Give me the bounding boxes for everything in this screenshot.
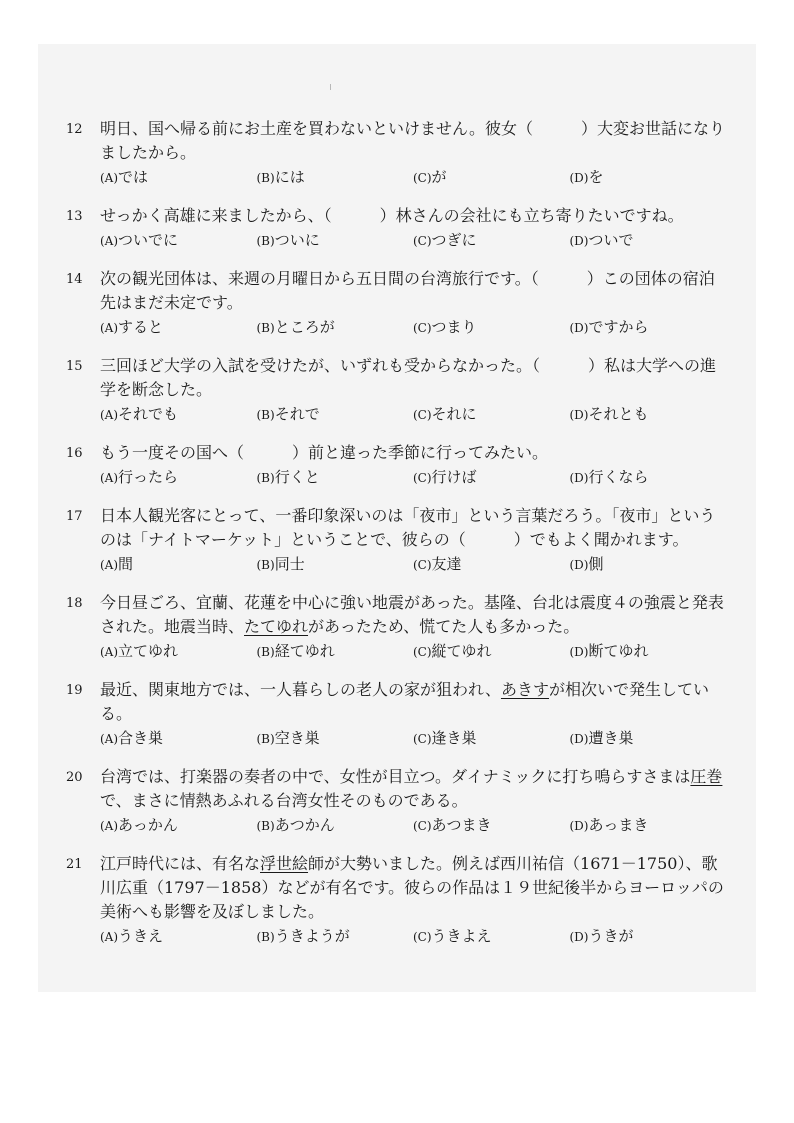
option-label: (D)	[569, 732, 589, 746]
option-label: (C)	[413, 558, 432, 572]
option-label: (B)	[256, 234, 275, 248]
option-label: (A)	[100, 321, 119, 335]
question-20	[66, 765, 726, 837]
option-label: (C)	[413, 321, 432, 335]
answer-options	[100, 727, 726, 750]
option-label: (B)	[256, 558, 275, 572]
underlined-term: 浮世絵	[260, 854, 309, 873]
question-text-segment: 次の観光団体は、来週の月曜日から五日間の台湾旅行です。（ ）この団体の宿泊先はまだ未定です。	[100, 269, 715, 312]
option-text: 立てゆれ	[118, 642, 179, 660]
option-text: それに	[431, 405, 477, 423]
answer-option	[413, 727, 570, 750]
answer-option	[570, 925, 727, 948]
option-label: (B)	[256, 171, 275, 185]
answer-option	[413, 925, 570, 948]
answer-options	[100, 316, 726, 339]
question-text-segment: 江戸時代には、有名な	[100, 854, 261, 873]
question-text	[100, 441, 726, 465]
answer-option	[100, 229, 257, 252]
option-text: には	[274, 168, 305, 186]
answer-option	[413, 466, 570, 489]
option-label: (D)	[569, 819, 589, 833]
answer-option	[257, 727, 414, 750]
option-text: つぎに	[431, 231, 477, 249]
option-label: (D)	[569, 321, 589, 335]
answer-options	[100, 814, 726, 837]
question-text-segment: が相次いで発生している。	[100, 680, 709, 723]
question-text	[100, 267, 726, 315]
question-number: 16	[66, 446, 83, 461]
option-label: (A)	[100, 408, 119, 422]
question-number: 18	[66, 596, 83, 611]
option-label: (A)	[100, 732, 119, 746]
answer-option	[100, 553, 257, 576]
question-16	[66, 441, 726, 489]
answer-option	[413, 166, 570, 189]
option-text: すると	[118, 318, 164, 336]
option-text: 合き巣	[118, 729, 164, 747]
option-text: 空き巣	[274, 729, 320, 747]
option-text: 遭き巣	[588, 729, 634, 747]
option-text: うきが	[588, 927, 634, 945]
question-text-segment: 明日、国へ帰る前にお土産を買わないといけません。彼女（ ）大変お世話になりましたから。	[100, 119, 725, 162]
option-text: 縦てゆれ	[431, 642, 492, 660]
answer-option	[257, 553, 414, 576]
question-number: 12	[66, 122, 83, 137]
option-label: (B)	[256, 930, 275, 944]
option-label: (A)	[100, 171, 119, 185]
option-text: あつまき	[431, 816, 492, 834]
answer-option	[257, 403, 414, 426]
option-text: 行くなら	[588, 468, 649, 486]
answer-option	[570, 640, 727, 663]
answer-options	[100, 640, 726, 663]
answer-options	[100, 925, 726, 948]
option-label: (A)	[100, 471, 119, 485]
option-text: 行くと	[274, 468, 320, 486]
answer-option	[413, 640, 570, 663]
answer-option	[413, 316, 570, 339]
question-13	[66, 204, 726, 252]
option-text: うきよえ	[431, 927, 492, 945]
option-label: (B)	[256, 408, 275, 422]
question-list	[66, 117, 726, 963]
option-label: (A)	[100, 930, 119, 944]
option-label: (D)	[569, 234, 589, 248]
answer-option	[257, 229, 414, 252]
answer-option	[570, 166, 727, 189]
option-label: (D)	[569, 171, 589, 185]
option-text: ところが	[274, 318, 335, 336]
option-label: (C)	[413, 645, 432, 659]
option-text: あつかん	[274, 816, 335, 834]
answer-option	[570, 466, 727, 489]
option-label: (A)	[100, 234, 119, 248]
question-18	[66, 591, 726, 663]
question-text-segment: せっかく高雄に来ましたから、（ ）林さんの会社にも立ち寄りたいですね。	[100, 206, 684, 225]
option-text: ついでに	[118, 231, 179, 249]
option-label: (C)	[413, 732, 432, 746]
question-text	[100, 117, 726, 165]
option-label: (B)	[256, 819, 275, 833]
option-label: (D)	[569, 558, 589, 572]
answer-options	[100, 466, 726, 489]
option-text: ですから	[588, 318, 649, 336]
question-text	[100, 852, 726, 924]
question-text-segment: で、まさに情熱あふれる台湾女性そのものである。	[100, 791, 468, 810]
question-number: 20	[66, 770, 83, 785]
answer-option	[570, 403, 727, 426]
option-text: うきえ	[118, 927, 164, 945]
answer-option	[570, 229, 727, 252]
option-label: (C)	[413, 819, 432, 833]
answer-options	[100, 553, 726, 576]
answer-option	[257, 925, 414, 948]
option-label: (B)	[256, 732, 275, 746]
question-21	[66, 852, 726, 948]
question-text	[100, 678, 726, 726]
answer-option	[100, 640, 257, 663]
option-text: つまり	[431, 318, 477, 336]
question-number: 21	[66, 857, 83, 872]
question-text-segment: 三回ほど大学の入試を受けたが、いずれも受からなかった。（ ）私は大学への進学を断念した。	[100, 356, 717, 399]
answer-option	[413, 229, 570, 252]
answer-option	[257, 640, 414, 663]
option-label: (B)	[256, 645, 275, 659]
option-label: (D)	[569, 930, 589, 944]
answer-option	[570, 727, 727, 750]
answer-option	[570, 553, 727, 576]
option-label: (C)	[413, 171, 432, 185]
option-label: (C)	[413, 234, 432, 248]
option-text: を	[588, 168, 604, 186]
option-label: (D)	[569, 408, 589, 422]
scan-mark	[330, 84, 331, 90]
answer-option	[257, 466, 414, 489]
option-label: (C)	[413, 930, 432, 944]
option-label: (D)	[569, 645, 589, 659]
option-text: 友達	[431, 555, 462, 573]
question-text-segment: もう一度その国へ（ ）前と違った季節に行ってみたい。	[100, 443, 549, 462]
question-text	[100, 591, 726, 639]
question-text-segment: があったため、慌てた人も多かった。	[308, 617, 580, 636]
question-15	[66, 354, 726, 426]
option-text: 同士	[274, 555, 305, 573]
question-number: 17	[66, 509, 83, 524]
question-text	[100, 204, 726, 228]
underlined-term: たてゆれ	[244, 617, 309, 636]
option-label: (C)	[413, 408, 432, 422]
question-14	[66, 267, 726, 339]
option-label: (A)	[100, 558, 119, 572]
option-label: (D)	[569, 471, 589, 485]
question-number: 14	[66, 272, 83, 287]
option-text: ついで	[588, 231, 634, 249]
answer-option	[100, 316, 257, 339]
answer-option	[257, 814, 414, 837]
option-text: あっかん	[118, 816, 178, 834]
answer-option	[100, 925, 257, 948]
answer-option	[413, 814, 570, 837]
question-17	[66, 504, 726, 576]
option-text: 断てゆれ	[588, 642, 649, 660]
option-text: 経てゆれ	[274, 642, 335, 660]
answer-option	[413, 553, 570, 576]
option-text: 逢き巣	[431, 729, 477, 747]
option-text: あっまき	[588, 816, 649, 834]
answer-options	[100, 229, 726, 252]
question-number: 15	[66, 359, 83, 374]
option-text: それとも	[588, 405, 649, 423]
question-text-segment: 最近、関東地方では、一人暮らしの老人の家が狙われ、	[100, 680, 501, 699]
answer-option	[257, 316, 414, 339]
answer-option	[100, 814, 257, 837]
option-label: (B)	[256, 471, 275, 485]
answer-option	[570, 316, 727, 339]
answer-options	[100, 403, 726, 426]
answer-option	[257, 166, 414, 189]
question-number: 13	[66, 209, 83, 224]
question-text-segment: 師が大勢いました。例えば西川祐信（1671－1750）、歌川広重（1797－1858）などが有名です。彼らの作品は１９世紀後半からヨーロッパの美術へも影響を及ぼしました。	[100, 854, 724, 921]
question-number: 19	[66, 683, 83, 698]
option-text: が	[431, 168, 447, 186]
question-text-segment: 日本人観光客にとって、一番印象深いのは「夜市」という言葉だろう。「夜市」というのは「ナイトマーケット」ということで、彼らの（ ）でもよく聞かれます。	[100, 506, 716, 549]
answer-option	[100, 466, 257, 489]
underlined-term: あきす	[500, 680, 549, 699]
option-label: (B)	[256, 321, 275, 335]
option-text: では	[118, 168, 149, 186]
option-text: 側	[588, 555, 604, 573]
question-text	[100, 765, 726, 813]
question-text-segment: 台湾では、打楽器の奏者の中で、女性が目立つ。ダイナミックに打ち鳴らすさまは	[100, 767, 691, 786]
option-label: (A)	[100, 645, 119, 659]
option-text: 行けば	[431, 468, 477, 486]
question-text	[100, 504, 726, 552]
question-text-segment: 今日昼ごろ、宜蘭、花蓮を中心に強い地震があった。基隆、台北は震度４の強震と発表された。地震当時、	[100, 593, 724, 636]
option-text: 行ったら	[118, 468, 179, 486]
answer-option	[413, 403, 570, 426]
option-text: それでも	[118, 405, 179, 423]
option-label: (A)	[100, 819, 119, 833]
option-text: 間	[118, 555, 134, 573]
underlined-term: 圧巻	[690, 767, 723, 786]
question-12	[66, 117, 726, 189]
answer-option	[100, 727, 257, 750]
answer-option	[570, 814, 727, 837]
question-19	[66, 678, 726, 750]
answer-option	[100, 403, 257, 426]
option-text: ついに	[274, 231, 320, 249]
answer-options	[100, 166, 726, 189]
option-text: うきようが	[274, 927, 350, 945]
option-text: それで	[274, 405, 320, 423]
answer-option	[100, 166, 257, 189]
question-text	[100, 354, 726, 402]
option-label: (C)	[413, 471, 432, 485]
